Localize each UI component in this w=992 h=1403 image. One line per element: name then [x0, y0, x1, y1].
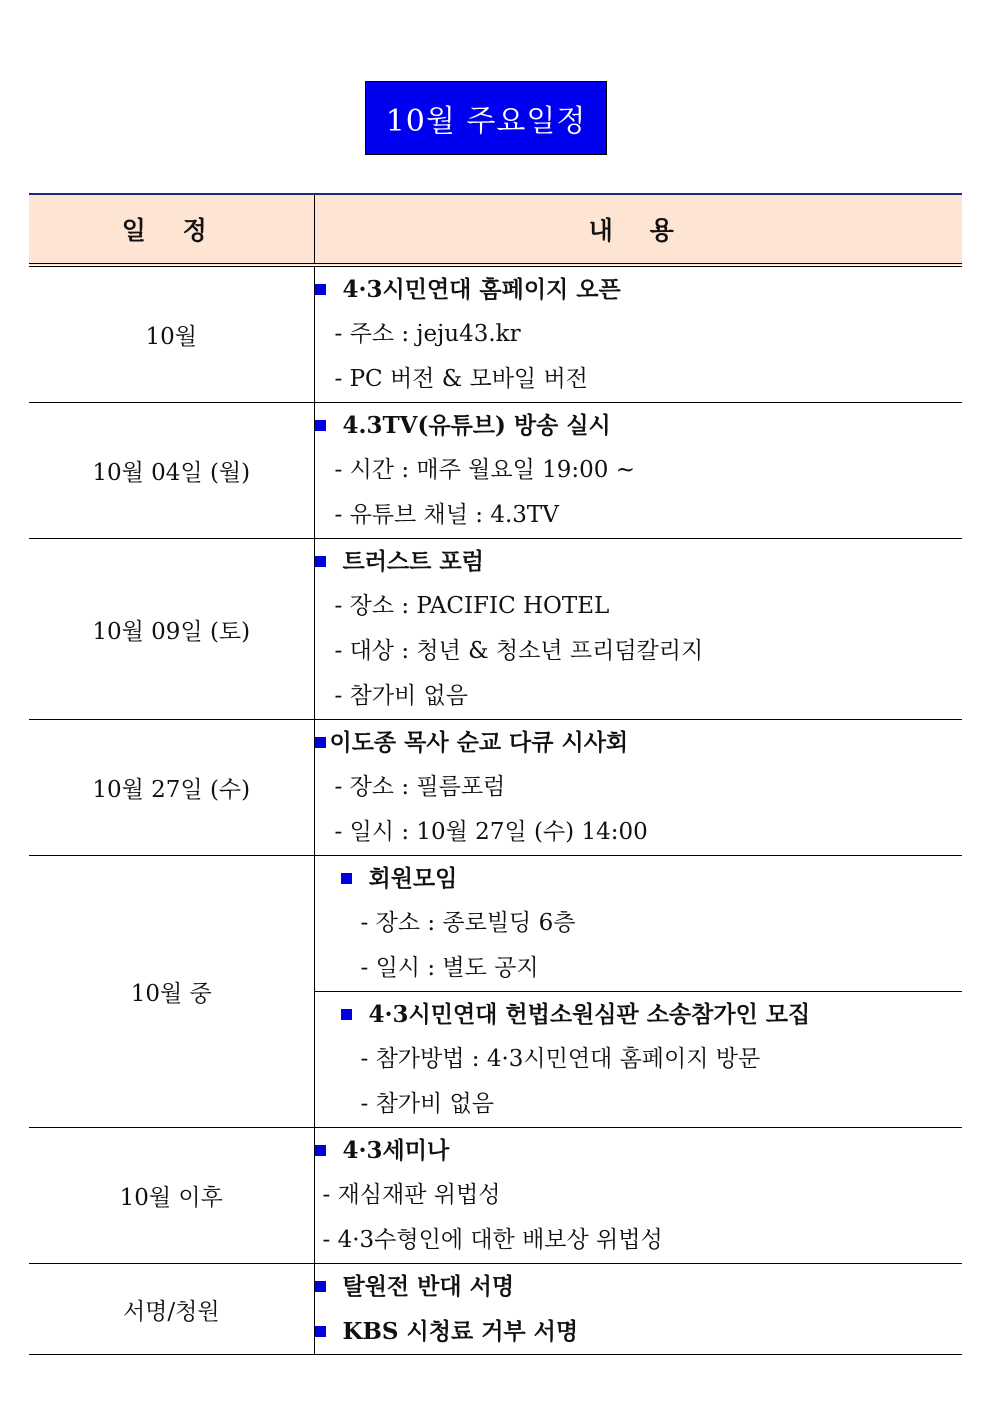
item-detail: - 시간 : 매주 월요일 19:00 ~	[334, 457, 635, 483]
item-detail: - 참가비 없음	[334, 683, 468, 709]
blue-square-bullet-icon	[315, 1281, 326, 1292]
content-block	[315, 991, 963, 1127]
item-detail: - 일시 : 별도 공지	[360, 955, 539, 981]
table-row	[29, 1128, 962, 1264]
item-detail: - 장소 : PACIFIC HOTEL	[334, 593, 610, 619]
blue-square-bullet-icon	[315, 737, 326, 748]
page-title: 10월 주요일정	[365, 81, 607, 155]
table-row	[29, 720, 962, 856]
item-heading	[315, 539, 963, 584]
item-heading-text: 4.3TV(유튜브) 방송 실시	[342, 412, 611, 439]
date-cell: 10월 27일 (수)	[29, 720, 314, 856]
blue-square-bullet-icon	[315, 1145, 326, 1156]
item-detail: - 재심재판 위법성	[322, 1182, 501, 1208]
header-content: 내 용	[314, 194, 962, 265]
item-detail: - PC 버전 & 모바일 버전	[334, 366, 588, 392]
blue-square-bullet-icon	[315, 1326, 326, 1337]
item-heading	[341, 992, 963, 1037]
item-detail: - 참가방법 : 4·3시민연대 홈페이지 방문	[360, 1046, 761, 1072]
content-cell	[314, 539, 962, 720]
item-detail: - 장소 : 종로빌딩 6층	[360, 910, 576, 936]
item-heading-text: 4·3시민연대 헌법소원심판 소송참가인 모집	[368, 1001, 811, 1028]
table-row	[29, 403, 962, 539]
content-cell	[314, 1128, 962, 1264]
content-cell	[314, 856, 962, 1128]
blue-square-bullet-icon	[341, 873, 352, 884]
date-cell: 10월	[29, 265, 314, 403]
content-cell	[314, 720, 962, 856]
date-cell: 10월 중	[29, 856, 314, 1128]
item-heading	[315, 403, 963, 448]
content-cell	[314, 403, 962, 539]
table-row	[29, 539, 962, 720]
blue-square-bullet-icon	[341, 1009, 352, 1020]
date-cell: 10월 04일 (월)	[29, 403, 314, 539]
date-cell: 서명/청원	[29, 1264, 314, 1355]
item-detail: - 장소 : 필름포럼	[334, 774, 506, 800]
item-detail: - 4·3수형인에 대한 배보상 위법성	[322, 1227, 663, 1253]
item-heading	[315, 267, 963, 312]
item-heading-text: 4·3시민연대 홈페이지 오픈	[342, 276, 621, 303]
blue-square-bullet-icon	[315, 284, 326, 295]
content-block	[315, 856, 963, 991]
item-detail: - 일시 : 10월 27일 (수) 14:00	[334, 819, 648, 845]
item-heading	[341, 856, 963, 901]
item-heading-text: 트러스트 포럼	[342, 548, 484, 575]
item-heading-text: KBS 시청료 거부 서명	[342, 1318, 579, 1345]
table-row	[29, 1264, 962, 1355]
item-heading	[315, 1264, 963, 1309]
item-heading	[315, 1128, 963, 1173]
table-row	[29, 265, 962, 403]
item-heading-text: 탈원전 반대 서명	[342, 1273, 515, 1300]
item-detail: - 주소 : jeju43.kr	[334, 321, 521, 347]
item-detail: - 유튜브 채널 : 4.3TV	[334, 502, 559, 528]
item-heading	[315, 720, 963, 765]
item-heading-text: 회원모임	[368, 865, 458, 892]
content-cell	[314, 265, 962, 403]
date-cell: 10월 09일 (토)	[29, 539, 314, 720]
content-cell	[314, 1264, 962, 1355]
item-detail: - 참가비 없음	[360, 1091, 494, 1117]
table-header-row	[29, 194, 962, 265]
table-row	[29, 856, 962, 1128]
header-date: 일 정	[29, 194, 314, 265]
item-detail: - 대상 : 청년 & 청소년 프리덤칼리지	[334, 638, 704, 664]
schedule-table	[29, 193, 962, 1355]
blue-square-bullet-icon	[315, 556, 326, 567]
item-heading	[315, 1309, 963, 1354]
blue-square-bullet-icon	[315, 420, 326, 431]
item-heading-text: 이도종 목사 순교 다큐 시사회	[329, 729, 629, 756]
date-cell: 10월 이후	[29, 1128, 314, 1264]
item-heading-text: 4·3세미나	[342, 1137, 450, 1164]
